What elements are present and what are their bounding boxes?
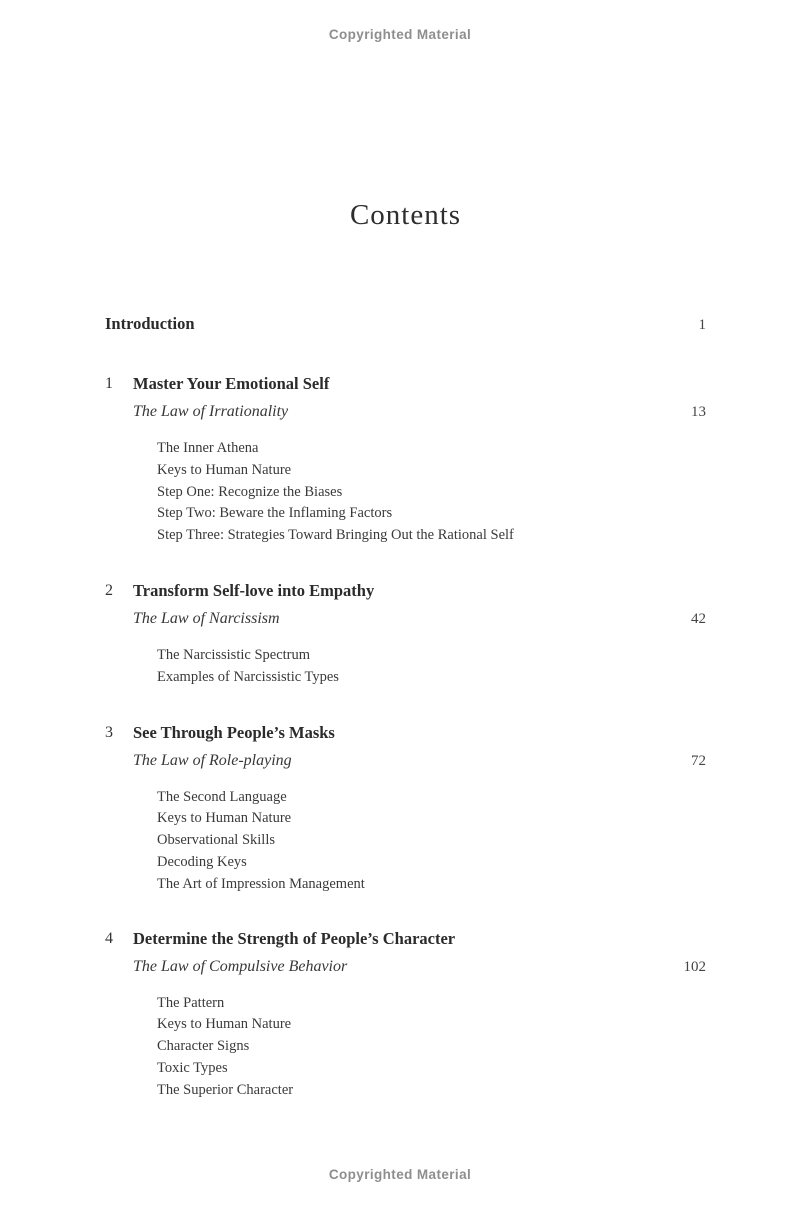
chapter-subitem: Decoding Keys: [157, 853, 247, 870]
chapter-page-number: 102: [683, 958, 706, 975]
table-of-contents: [105, 315, 706, 1102]
introduction-page-number: 1: [698, 317, 706, 333]
chapter-subitem: Step Two: Beware the Inflaming Factors: [157, 505, 393, 522]
chapter-subitem: Keys to Human Nature: [157, 461, 292, 478]
chapter-subitem: Keys to Human Nature: [157, 810, 292, 827]
chapter-page-number: 72: [691, 752, 706, 769]
chapter-subitem: Observational Skills: [157, 832, 276, 849]
chapter-subitem: Examples of Narcissistic Types: [157, 668, 339, 685]
chapter-subitem: Keys to Human Nature: [157, 1016, 292, 1033]
chapter-number: 2: [105, 581, 113, 599]
chapter-number: 1: [105, 375, 113, 392]
chapter-subitem: The Art of Impression Management: [157, 875, 365, 892]
chapter-subitem: Step Three: Strategies Toward Bringing Out the Rational Self: [157, 527, 514, 544]
chapter-subitem: The Inner Athena: [157, 440, 259, 456]
toc-entry-chapter-1: [105, 375, 706, 547]
chapter-law-label: The Law of Irrationality: [133, 403, 289, 420]
chapter-title-row: [105, 724, 706, 741]
copyright-notice-bottom: Copyrighted Material: [328, 1167, 472, 1182]
chapter-subitem: The Pattern: [157, 994, 225, 1011]
toc-entry-chapter-3: [105, 724, 706, 896]
chapter-title: Transform Self-love into Empathy: [133, 580, 375, 600]
chapter-subitem: The Second Language: [157, 788, 287, 805]
chapter-law-row: [133, 403, 706, 421]
chapter-title-row: [105, 375, 706, 392]
chapter-subitem: Character Signs: [157, 1038, 250, 1055]
chapter-subitems: [105, 787, 706, 896]
toc-entry-introduction: [105, 315, 706, 334]
page-title: Contents: [349, 199, 462, 232]
toc-entry-chapter-2: [105, 582, 706, 689]
chapter-title-row: [105, 930, 706, 947]
chapter-law-label: The Law of Narcissism: [133, 609, 280, 627]
chapter-title-row: [105, 582, 706, 599]
chapter-subitems: [105, 438, 706, 547]
chapter-subitem: The Superior Character: [157, 1081, 294, 1098]
chapter-subitem: The Narcissistic Spectrum: [157, 646, 311, 663]
copyright-notice-top: Copyrighted Material: [328, 27, 472, 42]
chapter-law-label: The Law of Role-playing: [133, 751, 292, 769]
chapter-subitems: [105, 993, 706, 1102]
chapter-subitems: [105, 645, 706, 689]
chapter-title: Determine the Strength of People’s Character: [133, 928, 456, 948]
chapter-title: See Through People’s Masks: [133, 722, 335, 742]
chapter-page-number: 13: [691, 404, 706, 420]
chapter-number: 4: [105, 929, 113, 947]
chapter-title: Master Your Emotional Self: [133, 374, 330, 393]
chapter-page-number: 42: [691, 610, 706, 627]
chapter-law-row: [133, 958, 706, 976]
chapter-law-row: [133, 752, 706, 770]
chapter-law-label: The Law of Compulsive Behavior: [133, 957, 348, 975]
chapter-subitem: Step One: Recognize the Biases: [157, 483, 343, 500]
chapter-number: 3: [105, 723, 113, 741]
toc-entry-chapter-4: [105, 930, 706, 1102]
chapter-subitem: Toxic Types: [157, 1059, 228, 1076]
introduction-label: Introduction: [105, 314, 195, 333]
chapter-law-row: [133, 610, 706, 628]
